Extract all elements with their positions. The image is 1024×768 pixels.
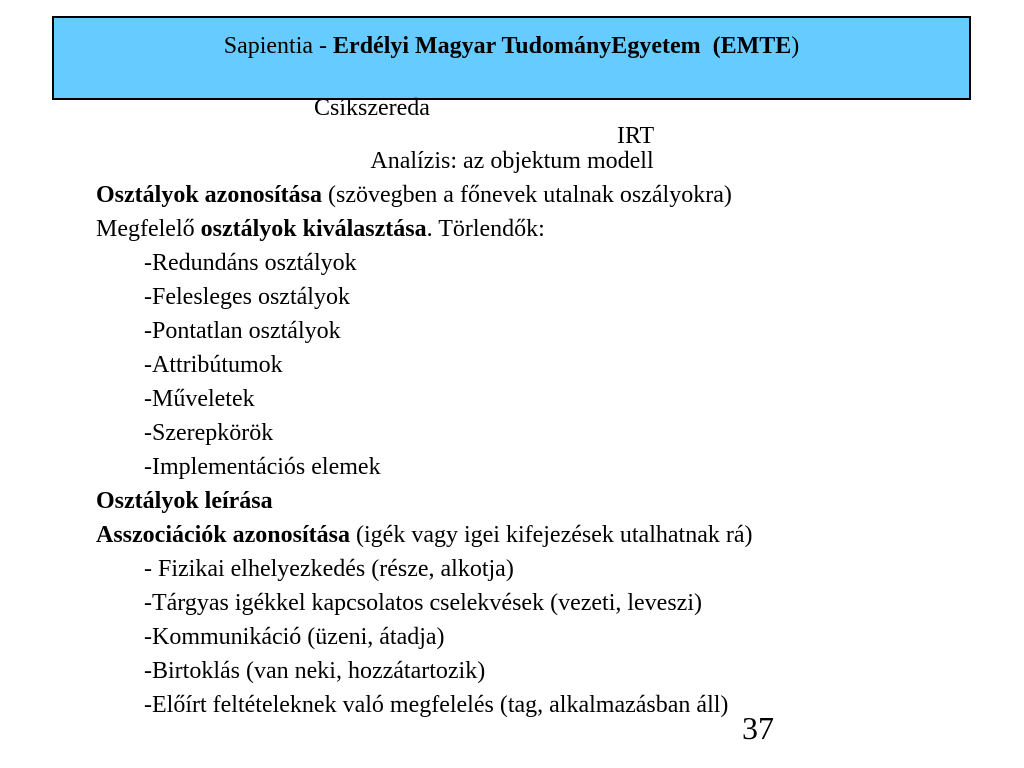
header-banner bbox=[52, 16, 971, 149]
page-number: 37 bbox=[742, 710, 774, 746]
list-item: -Implementációs elemek bbox=[144, 454, 381, 480]
list-item: -Redundáns osztályok bbox=[144, 250, 357, 276]
list-item: - Fizikai elhelyezkedés (része, alkotja) bbox=[144, 556, 514, 582]
header-city: Csíkszereda bbox=[314, 95, 430, 121]
header-department: IRT bbox=[617, 123, 655, 149]
line-class-identification-bold: Osztályok azonosítása bbox=[96, 182, 323, 208]
list-item: -Tárgyas igékkel kapcsolatos cselekvések (vezeti, leveszi) bbox=[144, 590, 702, 616]
line-association-identification-bold: Asszociációk azonosítása bbox=[96, 522, 350, 548]
list-item: -Birtoklás (van neki, hozzátartozik) bbox=[144, 658, 486, 684]
list-item: -Attribútumok bbox=[144, 352, 283, 378]
list-item: -Előírt feltételeknek való megfelelés (tag, alkalmazásban áll) bbox=[144, 692, 729, 718]
line-class-identification-note: (szövegben a főnevek utalnak oszályokra) bbox=[322, 182, 732, 208]
list-item: -Szerepkörök bbox=[144, 420, 274, 446]
header-prefix: Sapientia - bbox=[223, 33, 334, 59]
header-university-name: Erdélyi Magyar TudományEgyetem (EMTE bbox=[333, 33, 792, 59]
line-class-description-bold: Osztályok leírása bbox=[96, 488, 273, 514]
line-association-identification bbox=[96, 518, 976, 552]
line-class-selection-bold: osztályok kiválasztása bbox=[200, 216, 427, 242]
line-class-description bbox=[96, 484, 976, 518]
list-item: -Műveletek bbox=[144, 386, 255, 412]
list-item: -Kommunikáció (üzeni, átadja) bbox=[144, 624, 445, 650]
line-class-selection bbox=[96, 212, 976, 246]
slide-subtitle: Analízis: az objektum modell bbox=[370, 148, 654, 174]
line-class-identification bbox=[96, 178, 976, 212]
header-suffix: ) bbox=[791, 33, 800, 59]
list-item: -Felesleges osztályok bbox=[144, 284, 350, 310]
line-association-identification-note: (igék vagy igei kifejezések utalhatnak rá) bbox=[350, 522, 753, 548]
slide-body bbox=[96, 178, 976, 722]
line-class-selection-prefix: Megfelelő bbox=[96, 216, 201, 242]
line-class-selection-suffix: . Törlendők: bbox=[426, 216, 545, 242]
header-title bbox=[54, 32, 969, 60]
list-item: -Pontatlan osztályok bbox=[144, 318, 341, 344]
